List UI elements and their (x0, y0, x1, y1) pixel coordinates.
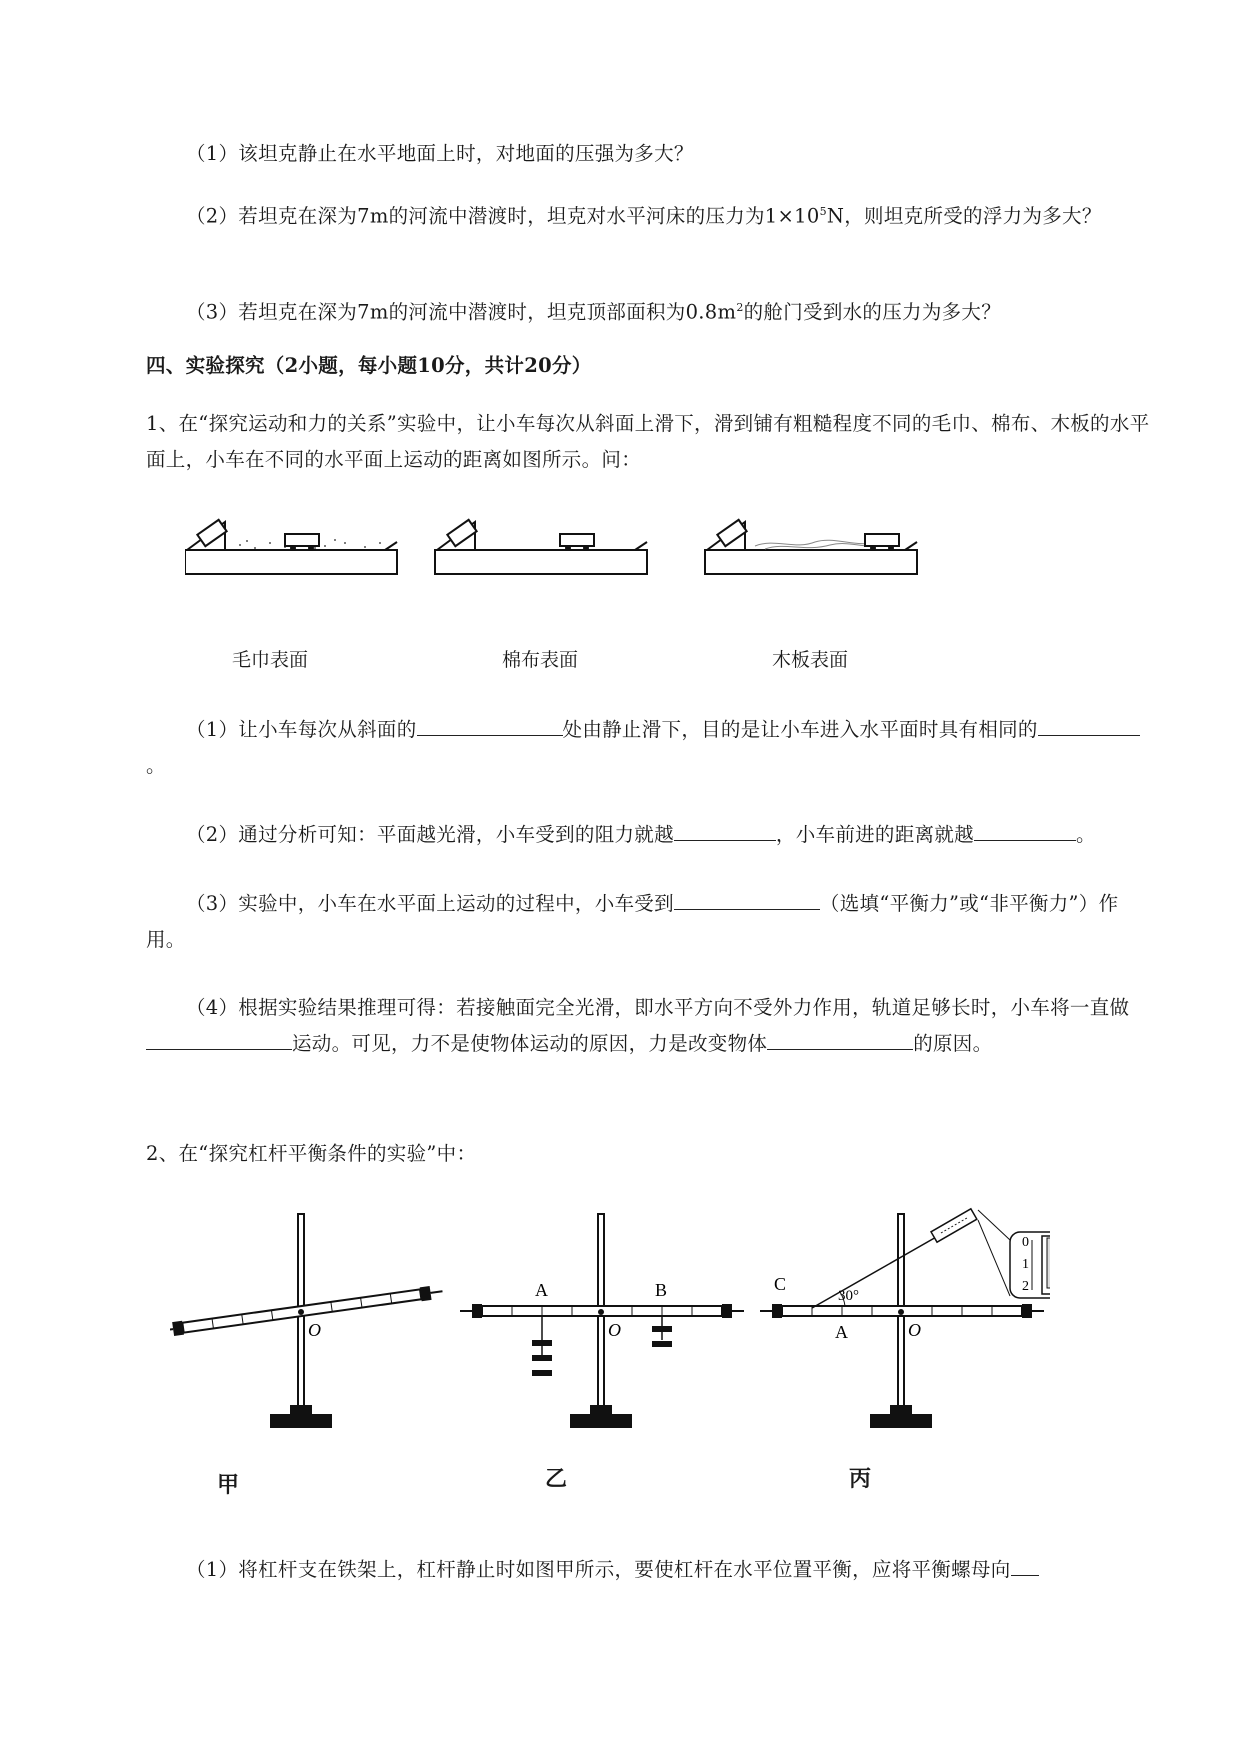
lever-diagram-bing (760, 1209, 1050, 1428)
label-o-yi: O (608, 1320, 621, 1340)
section-heading (146, 348, 1156, 384)
answer-blank[interactable] (974, 818, 1076, 841)
answer-blank[interactable] (417, 713, 563, 736)
q1-text-end: 。 (146, 754, 166, 777)
experiment1-intro-text: 1、在“探究运动和力的关系”实验中，让小车每次从斜面上滑下，滑到铺有粗糙程度不同的毛巾、棉布、木板的水平面上，小车在不同的水平面上运动的距离如图所示。问： (146, 412, 1150, 471)
question-line (146, 1552, 1156, 1588)
wood-surface-diagram (705, 520, 917, 574)
answer-blank[interactable] (674, 887, 820, 910)
label-c-bing: C (774, 1274, 787, 1294)
q3-part1: （1）该坦克静止在水平地面上时，对地面的压强为多大？ (186, 142, 694, 165)
answer-blank[interactable] (146, 1027, 292, 1050)
caption-jia: 甲 (216, 1473, 239, 1498)
exponent: 2 (736, 301, 744, 314)
q1-text-cont: 处由静止滑下，目的是让小车进入水平面时具有相同的 (562, 718, 1038, 741)
q4-text-end: 的原因。 (913, 1032, 993, 1055)
scale-label-0-left: 0 (1022, 1235, 1029, 1250)
question-line (146, 290, 1156, 331)
label-b-yi: B (655, 1280, 668, 1300)
q4-text-cont: 运动。可见，力不是使物体运动的原因，力是改变物体 (292, 1032, 768, 1055)
answer-blank[interactable] (1038, 713, 1140, 736)
q4-text: （4）根据实验结果推理可得：若接触面完全光滑，即水平方向不受外力作用，轨道足够长时，小车将一直做 (186, 996, 1130, 1019)
exponent: 5 (819, 205, 827, 218)
q3-part2-text-end: N，则坦克所受的浮力为多大？ (826, 204, 1102, 228)
q3-text-end: （选填“平衡力”或“非平衡力”）作用。 (146, 892, 1119, 951)
question-line (146, 990, 1156, 1062)
experiment2-intro (146, 1136, 1156, 1172)
label-angle-bing: 30° (838, 1288, 859, 1304)
q2-text-end: 。 (1075, 823, 1096, 846)
cotton-surface-diagram (435, 520, 647, 574)
scale-label-2-left: 2 (1022, 1279, 1029, 1294)
q3-part3-text: （3）若坦克在深为7m的河流中潜渡时，坦克顶部面积为0.8m (186, 300, 737, 324)
experiment1-intro (146, 406, 1156, 478)
label-o-bing: O (908, 1320, 921, 1340)
lever-diagram-jia (170, 1214, 443, 1428)
lever-diagram-yi (460, 1214, 744, 1428)
label-o-jia: O (308, 1320, 321, 1340)
answer-blank[interactable] (674, 818, 776, 841)
towel-surface-diagram (185, 520, 397, 574)
lever-figure (170, 1200, 1050, 1470)
surfaces-figure (185, 512, 935, 612)
caption-yi: 乙 (544, 1467, 567, 1492)
question-line (146, 136, 1156, 172)
question-line (146, 817, 1156, 853)
answer-blank[interactable] (767, 1027, 913, 1050)
q2-text-cont: ，小车前进的距离就越 (775, 823, 974, 846)
label-a-bing: A (835, 1322, 848, 1342)
label-a-yi: A (535, 1280, 548, 1300)
q2-text: （2）通过分析可知：平面越光滑，小车受到的阻力就越 (186, 823, 674, 846)
answer-blank[interactable] (1011, 1553, 1039, 1576)
scale-label-1-left: 1 (1022, 1257, 1029, 1272)
caption-cotton: 棉布表面 (501, 649, 578, 671)
e2-q1-text: （1）将杠杆支在铁架上，杠杆静止时如图甲所示，要使杠杆在水平位置平衡，应将平衡螺母向 (186, 1558, 1011, 1581)
caption-towel: 毛巾表面 (231, 649, 308, 671)
q3-text: （3）实验中，小车在水平面上运动的过程中，小车受到 (186, 892, 674, 915)
question-line (146, 712, 1156, 784)
question-line (146, 194, 1156, 235)
experiment2-intro-text: 2、在“探究杠杆平衡条件的实验”中： (146, 1142, 477, 1165)
q1-text: （1）让小车每次从斜面的 (186, 718, 417, 741)
q3-part3-text-end: 的舱门受到水的压力为多大？ (743, 300, 1002, 324)
question-line (146, 886, 1156, 958)
caption-bing: 丙 (848, 1467, 871, 1492)
section-heading-text: 四、实验探究（2小题，每小题10分，共计20分） (146, 354, 592, 377)
q3-part2-text: （2）若坦克在深为7m的河流中潜渡时，坦克对水平河床的压力为1×10 (186, 204, 820, 228)
caption-wood: 木板表面 (771, 649, 848, 671)
